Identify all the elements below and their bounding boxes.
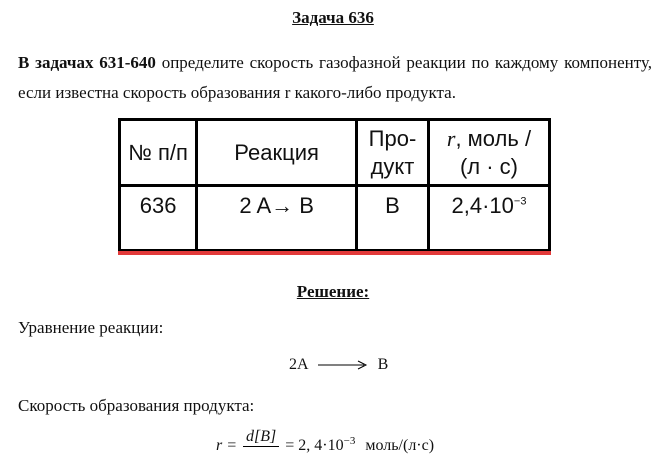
rate-exponent: −3 [513,195,527,208]
table-bottom-accent-line [118,251,551,255]
formula-lhs: r = [216,437,238,455]
header-product [356,120,428,186]
cell-reaction: 2 A→ B [197,186,357,251]
problem-text: определите скорость газофазной реакции по каждому компоненту, если известна скорость образования r какого-либо продукта. [18,53,652,102]
header-number: № п/п [120,120,197,186]
formula-fraction [243,428,279,465]
rate-mantissa: 2,4·10 [451,193,514,218]
table-row [120,186,550,251]
equation-label: Уравнение реакции: [18,318,164,337]
formula-rhs: = 2, 4·10 [285,437,344,455]
formula-denominator [243,447,279,465]
header-rate-symbol: r [446,125,456,151]
header-rate [428,120,549,186]
formula-units: моль/(л·с) [365,437,435,455]
header-reaction: Реакция [197,120,357,186]
header-product-line2: дукт [370,153,415,179]
header-product-line1: Про- [368,125,417,151]
problem-lead: В задачах 631-640 [18,53,156,72]
reaction-table [118,118,551,252]
equation-right: B [377,356,389,373]
solution-title: Решение: [296,282,370,301]
cell-rate [428,186,549,251]
header-rate-units2: (л · с) [459,153,518,179]
header-rate-units: , моль / [455,125,532,151]
formula-numerator: d[B] [243,428,279,447]
formula-exponent: −3 [343,434,356,447]
equation-left: 2A [289,356,308,373]
cell-number: 636 [120,186,197,251]
rate-formula [216,428,434,465]
task-title: Задача 636 [292,8,374,27]
problem-statement [18,48,652,108]
long-right-arrow-icon [318,359,368,371]
rate-label: Скорость образования продукта: [18,396,255,415]
cell-product: B [356,186,428,251]
reaction-equation [289,356,388,374]
table-header-row [120,120,550,186]
